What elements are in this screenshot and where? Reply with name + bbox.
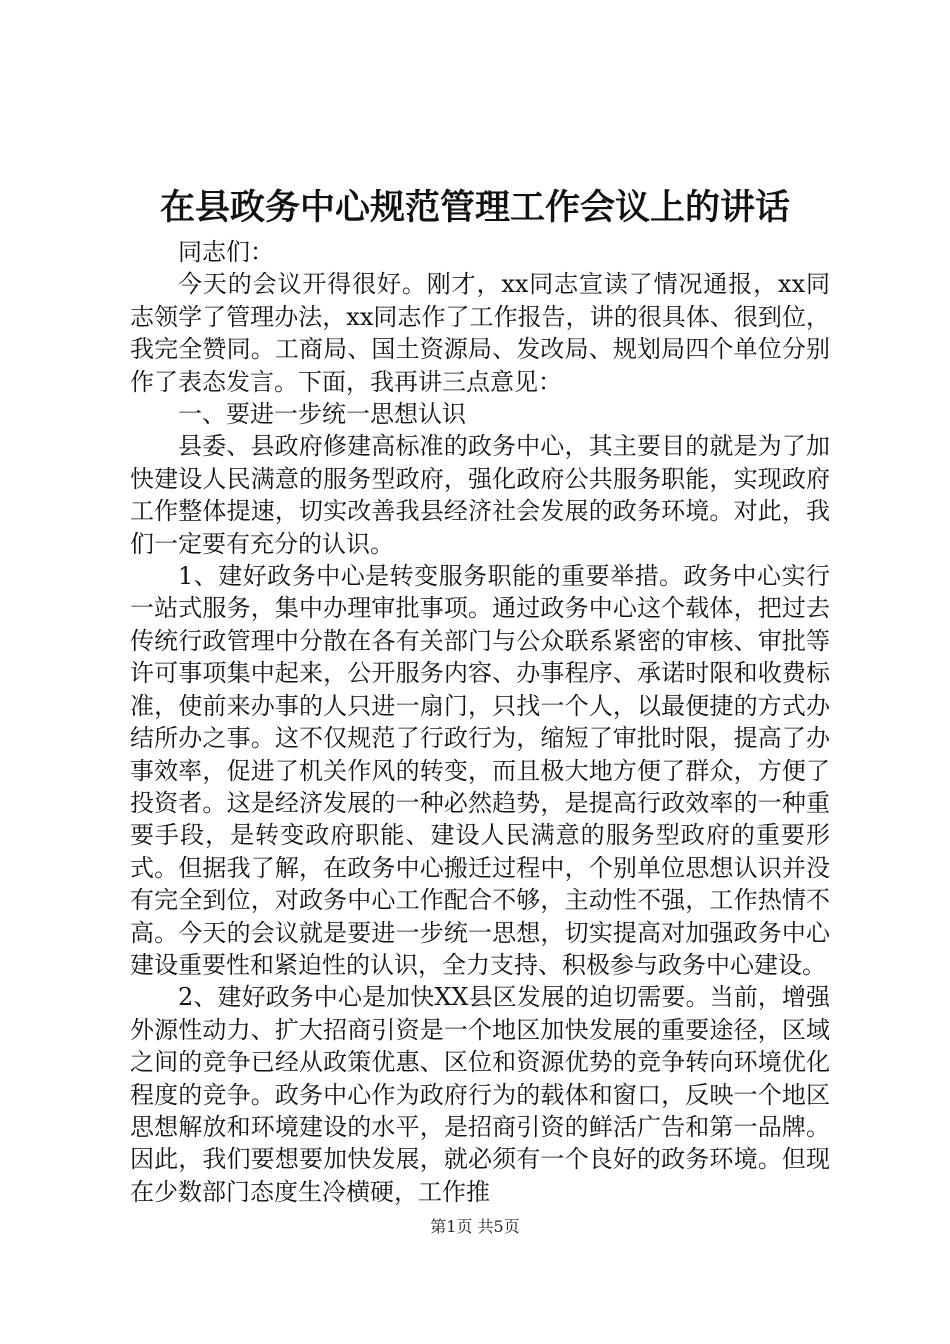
document-title: 在县政务中心规范管理工作会议上的讲话 [159, 187, 790, 228]
page-number-footer: 第1页 共5页 [430, 1217, 520, 1236]
section-heading-1: 一、要进一步统一思想认识 [178, 400, 466, 429]
paragraph-point-1: 1、建好政务中心是转变服务职能的重要举措。政务中心实行一站式服务，集中办理审批事项。通过政务中心这个载体，把过去传统行政管理中分散在各有关部门与公众联系紧密的审核、审批等许可事项集中起来，公开服务内容、办事程序、承诺时限和收费标准，使前来办事的人只进一扇门，只找一个人，以最便捷的方式办结所办之事。这不仅规范了行政行为，缩短了审批时限，提高了办事效率，促进了机关作风的转变，而且极大地方便了群众，方便了投资者。这是经济发展的一种必然趋势，是提高行政效率的一种重要手段，是转变政府职能、建设人民满意的服务型政府的重要形式。但据我了解，在政务中心搬迁过程中，个别单位思想认识并没有完全到位，对政务中心工作配合不够，主动性不强，工作热情不高。今天的会议就是要进一步统一思想，切实提高对加强政务中心建设重要性和紧迫性的认识，全力支持、积极参与政务中心建设。 [130, 562, 830, 979]
salutation: 同志们： [178, 238, 274, 266]
document-body [130, 236, 830, 1208]
paragraph-intro: 今天的会议开得很好。刚才，xx同志宣读了情况通报，xx同志领学了管理办法，xx同志作了工作报告，讲的很具体、很到位，我完全赞同。工商局、国土资源局、发改局、规划局四个单位分别作了表态发言。下面，我再讲三点意见： [130, 270, 830, 396]
paragraph-point-2: 2、建好政务中心是加快XX县区发展的迫切需要。当前，增强外源性动力、扩大招商引资是一个地区加快发展的重要途径，区域之间的竞争已经从政策优惠、区位和资源优势的竞争转向环境优化程度的竞争。政务中心作为政府行为的载体和窗口，反映一个地区思想解放和环境建设的水平，是招商引资的鲜活广告和第一品牌。因此，我们要想要加快发展，就必须有一个良好的政务环境。但现在少数部门态度生冷横硬，工作推 [130, 983, 830, 1206]
paragraph-section-1: 县委、县政府修建高标准的政务中心，其主要目的就是为了加快建设人民满意的服务型政府，强化政府公共服务职能，实现政府工作整体提速，切实改善我县经济社会发展的政务环境。对此，我们一定要有充分的认识。 [130, 432, 830, 558]
